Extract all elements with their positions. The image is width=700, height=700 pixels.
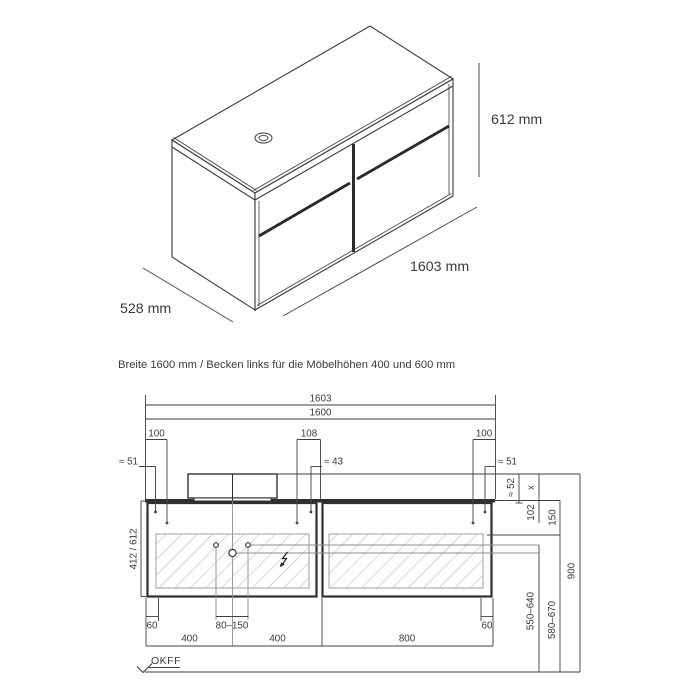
dim-approx-52: ≈ 52 [506, 478, 517, 497]
dim-102: 102 [526, 504, 537, 521]
dim-approx-right: ≈ 51 [498, 456, 517, 468]
dim-edge-left: 60 [146, 620, 158, 632]
dim-approx-center: ≈ 43 [324, 456, 343, 468]
dim-offset-left: 100 [148, 428, 165, 440]
front-view [119, 394, 580, 673]
dim-offset-center: 108 [300, 428, 318, 440]
dim-overall-width: 1603 [309, 393, 332, 405]
dim-edge-right: 60 [481, 620, 493, 632]
supply-hole-right [246, 543, 251, 548]
dim-rim-height: 900 [566, 562, 578, 580]
floor-label: OKFF [151, 655, 181, 667]
leader-dots [154, 511, 486, 525]
dim-offset-right: 100 [475, 428, 493, 440]
dim-cabinet-heights: 412 / 612 [128, 528, 140, 570]
dim-seg-left: 400 [181, 633, 198, 645]
iso-width-label: 1603 mm [410, 259, 470, 275]
iso-depth-label: 528 mm [120, 301, 172, 317]
supply-hole-left [214, 543, 219, 548]
dim-150: 150 [547, 509, 559, 526]
washbasin [188, 474, 277, 501]
dim-seg-right: 800 [398, 633, 416, 645]
drawing-subtitle: Breite 1600 mm / Becken links für die Möbelhöhen 400 und 600 mm [118, 359, 456, 371]
dim-drain-height: 580–670 [547, 600, 558, 640]
installation-zone-right [329, 534, 483, 588]
dim-approx-left: ≈ 51 [119, 456, 138, 468]
dim-var-x: x [526, 485, 537, 490]
drain-hole [229, 549, 236, 556]
dim-seg-mid: 400 [269, 633, 286, 645]
dim-body-width: 1600 [309, 407, 332, 419]
floor-level [137, 664, 580, 673]
dim-drain-range: 80–150 [215, 620, 249, 632]
dim-supply-height: 550–640 [525, 591, 537, 631]
iso-height-label: 612 mm [491, 112, 543, 128]
